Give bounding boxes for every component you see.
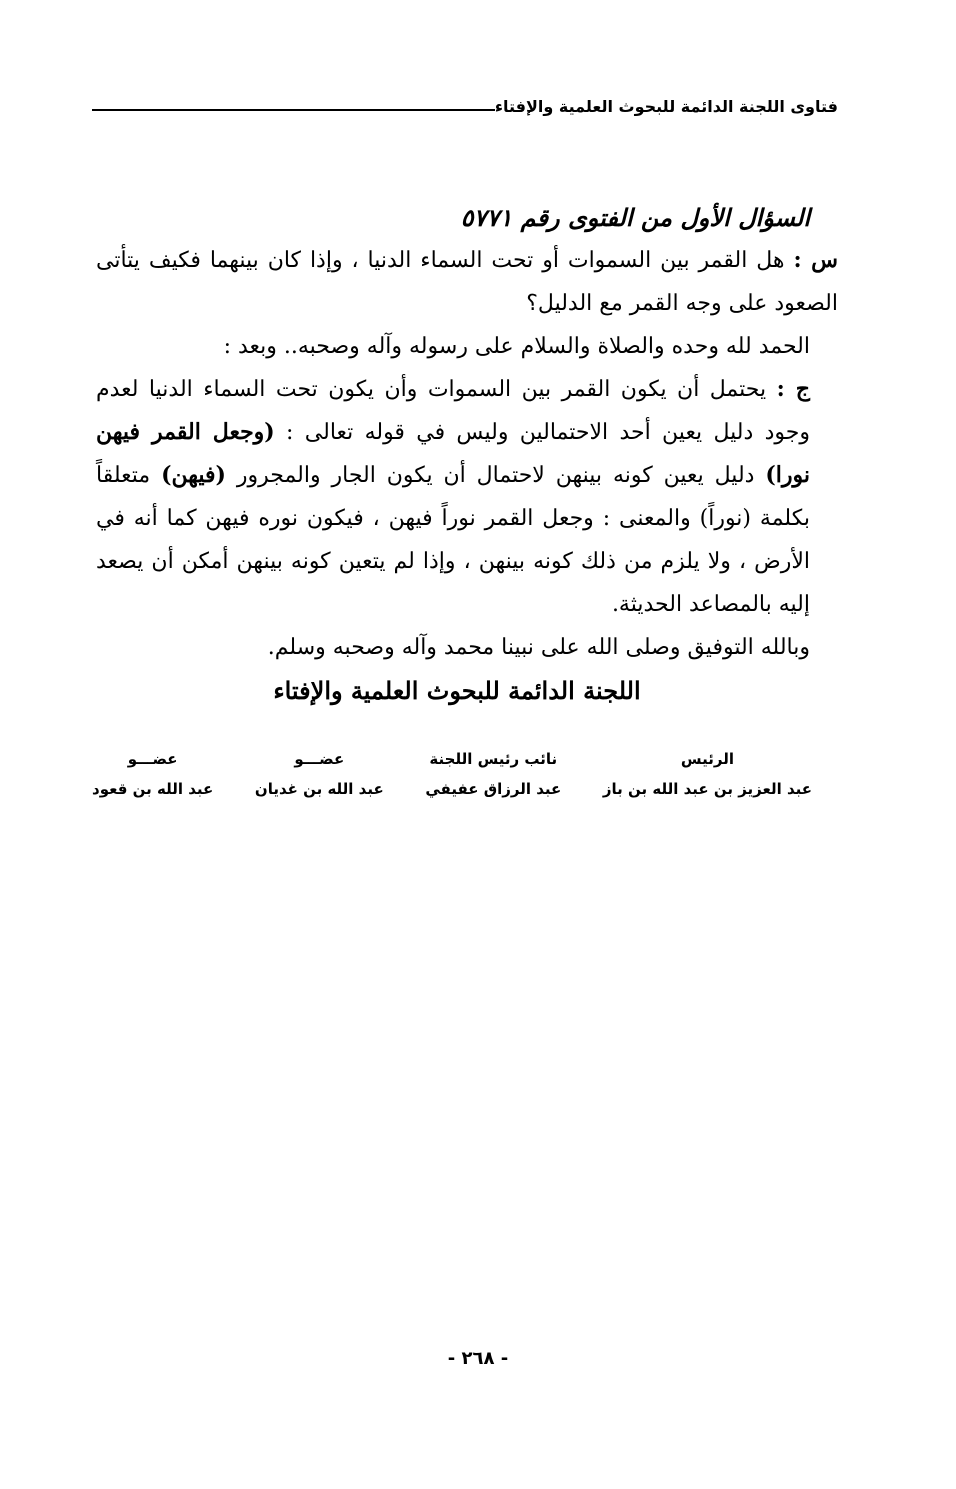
question-title: السؤال الأول من الفتوى رقم ٥٧٧١ <box>460 203 810 232</box>
running-header <box>92 88 838 118</box>
signature-member <box>255 744 384 804</box>
answer-text-part4: والمعنى : وجعل القمر نوراً فيهن ، فيكون نوره فيهن كما أنه في الأرض ، ولا يلزم من ذلك كونه بينهن ، وإذا لم يتعين كونه بينهن أمكن أن يصعد إليه بالمصاعد الحديثة. <box>96 506 810 617</box>
signature-role: عضـــو <box>294 750 345 768</box>
answer-word-fihinna: (فيهن) <box>161 462 226 488</box>
page-number: - ٢٦٨ - <box>447 1348 509 1369</box>
signature-vice-president <box>425 744 561 804</box>
signature-role: عضـــو <box>127 750 178 768</box>
answer-label: ج : <box>776 376 810 402</box>
answer-verse: (وجعل القمر فيهن نورا) <box>96 419 811 488</box>
question-paragraph <box>96 239 838 325</box>
signature-name: عبد الرزاق عفيفي <box>425 780 562 798</box>
closing-line: وبالله التوفيق وصلى الله على نبينا محمد وآله وصحبه وسلم. <box>267 635 810 660</box>
answer-text-part2: دليل يعين كونه بينهن لاحتمال أن يكون الجار والمجرور <box>236 463 755 488</box>
signature-block <box>92 744 812 804</box>
running-header-title: فتاوى اللجنة الدائمة للبحوث العلمية والإفتاء <box>494 97 838 116</box>
question-text: هل القمر بين السموات أو تحت السماء الدنيا ، وإذا كان بينهما فكيف يتأتى الصعود على وجه القمر مع الدليل؟ <box>96 248 838 316</box>
fatwa-body <box>96 196 838 712</box>
signature-name: عبد العزيز بن عبد الله بن باز <box>602 780 812 798</box>
signature-member <box>92 744 213 804</box>
signature-name: عبد الله بن غديان <box>254 780 384 798</box>
signature-role: نائب رئيس اللجنة <box>429 750 558 768</box>
header-rule <box>92 109 495 111</box>
answer-text-part3: متعلقاً بكلمة <box>96 463 810 531</box>
praise-line: الحمد لله وحده والصلاة والسلام على رسوله وآله وصحبه.. وبعد : <box>223 334 810 359</box>
committee-name: اللجنة الدائمة للبحوث العلمية والإفتاء <box>273 676 641 705</box>
answer-text-part1: يحتمل أن يكون القمر بين السموات وأن يكون تحت السماء الدنيا لعدم وجود دليل يعين أحد الاحتمالين وليس في قوله تعالى : <box>96 377 810 445</box>
signature-name: عبد الله بن قعود <box>92 780 214 798</box>
signature-role: الرئيس <box>680 750 734 768</box>
answer-paragraph <box>96 368 838 626</box>
answer-word-nuran: (نوراً) <box>699 506 752 531</box>
question-label: س : <box>793 247 839 273</box>
signature-president <box>603 744 812 804</box>
